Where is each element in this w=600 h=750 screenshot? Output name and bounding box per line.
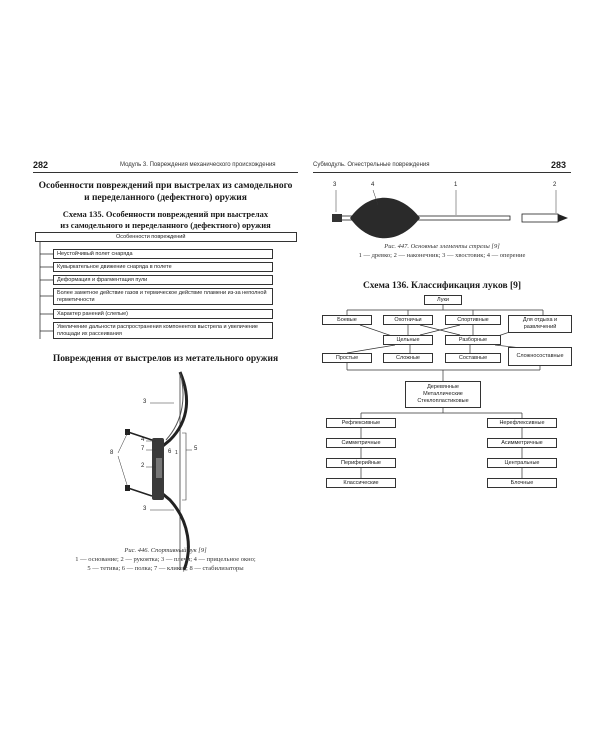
- section-title-line1: Особенности повреждений при выстрелах из самодельного: [38, 181, 293, 191]
- scheme135-item: Деформация и фрагментация пули: [53, 275, 273, 285]
- arrow-label: 2: [553, 182, 557, 188]
- bow-label: 4: [141, 437, 145, 443]
- figure446-caption-line1: 1 — основание; 2 — рукоятка; 3 — плечи; 4 — прицельное окно;: [75, 556, 256, 563]
- scheme136-right-node: Центральные: [487, 458, 557, 468]
- scheme135-title-line2: из самодельного и переделанного (дефектного) оружия: [60, 220, 271, 230]
- bow-label: 7: [141, 446, 145, 452]
- scheme136-right-node: Блочные: [487, 478, 557, 488]
- left-page-number: 282: [33, 160, 49, 170]
- bow-label: 8: [110, 450, 114, 456]
- figure447-caption-title: Рис. 447. Основные элементы стрелы [9]: [384, 243, 500, 250]
- arrow-label: 4: [371, 182, 375, 188]
- scheme136-left-node: Периферийные: [326, 458, 396, 468]
- scheme136-node: Цельные: [383, 335, 433, 345]
- figure447-caption-line: 1 — древко; 2 — наконечник; 3 — хвостовик; 4 — оперение: [358, 252, 526, 259]
- arrow-label: 1: [454, 182, 458, 188]
- scheme136-node: Боевые: [322, 315, 372, 325]
- bow-label: 3: [143, 399, 147, 405]
- scheme136-left-node: Рефлексивные: [326, 418, 396, 428]
- scheme136-node: Простые: [322, 353, 372, 363]
- scheme135-item: Кувыркательное движение снаряда в полете: [53, 262, 273, 272]
- figure446-caption-line2: 5 — тетива; 6 — полка; 7 — кликер; 8 — стабилизаторы: [87, 565, 244, 572]
- scheme136-node: Охотничьи: [383, 315, 433, 325]
- scheme136-node: Сложные: [383, 353, 433, 363]
- section-title-line2: и переделанного (дефектного) оружия: [84, 193, 247, 203]
- scheme136-node: Сложносоставные: [508, 347, 572, 366]
- scheme136-left-node: Классические: [326, 478, 396, 488]
- left-running-head: Модуль 3. Повреждения механического происхождения: [120, 162, 276, 168]
- scheme135-title-line1: Схема 135. Особенности повреждений при выстрелах: [62, 209, 269, 219]
- figure446-caption-title: Рис. 446. Спортивный лук [9]: [124, 547, 207, 554]
- subsection-title: Повреждения от выстрелов из метательного оружия: [52, 354, 279, 364]
- scheme136-right-node: Асимметричные: [487, 438, 557, 448]
- scheme136-left-node: Симметричные: [326, 438, 396, 448]
- bow-label: 5: [194, 446, 198, 452]
- scheme136-materials: Деревянные Металлические Стеклопластиковые: [405, 381, 481, 408]
- scheme136-node: Составные: [445, 353, 501, 363]
- scheme136-right-node: Нерефлексивные: [487, 418, 557, 428]
- bow-label: 2: [141, 463, 145, 469]
- scheme136-root: Луки: [424, 295, 462, 305]
- scheme136-node: Спортивные: [445, 315, 501, 325]
- scheme136-node: Разборные: [445, 335, 501, 345]
- scheme136-node: Для отдыха и развлечений: [508, 315, 572, 333]
- scheme135-item: Более заметное действие газов и термическое действие пламени из-за неполной герметичности: [53, 288, 273, 305]
- bow-label: 1: [175, 450, 178, 456]
- bow-label: 6: [168, 449, 172, 455]
- scheme135-item: Неустойчивый полет снаряда: [53, 249, 273, 259]
- scheme135-item: Увеличение дальности распространения компонентов выстрела и увеличение площади их рассеивания: [53, 322, 273, 339]
- scheme135-root: Особенности повреждений: [35, 232, 297, 242]
- right-page-number: 283: [551, 160, 567, 170]
- right-running-head: Субмодуль. Огнестрельные повреждения: [313, 162, 430, 168]
- scheme136-title: Схема 136. Классификация луков [9]: [362, 281, 522, 291]
- arrow-label: 3: [333, 182, 337, 188]
- scheme135-item: Характер ранений (слепые): [53, 309, 273, 319]
- bow-label: 3: [143, 506, 147, 512]
